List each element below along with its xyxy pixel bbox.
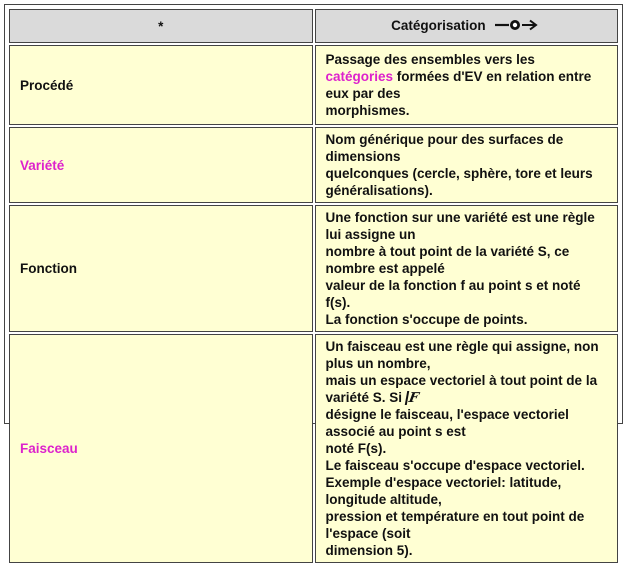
row-variete — [9, 127, 618, 203]
categorisation-table-frame — [4, 4, 623, 558]
definition-line: désigne le faisceau, l'espace vectoriel associé au point s est — [325, 407, 569, 439]
term-cell — [9, 45, 313, 125]
definition-line: Exemple d'espace vectoriel: latitude, longitude altitude, — [325, 475, 562, 507]
definition-line: nombre à tout point de la variété S, ce nombre est appelé — [325, 244, 570, 276]
header-title-cell — [315, 9, 619, 43]
script-f-icon: F — [405, 391, 421, 405]
row-procede — [9, 45, 618, 125]
row-fonction — [9, 205, 618, 332]
definition-cell — [315, 45, 619, 125]
definition-line: dimension 5). — [325, 543, 413, 558]
term-label: Faisceau — [20, 441, 78, 456]
header-title: Catégorisation — [391, 18, 486, 34]
definition-line: Le faisceau s'occupe d'espace vectoriel. — [325, 458, 585, 473]
header-star-cell — [9, 9, 313, 43]
definition-line: morphismes. — [325, 103, 410, 118]
definition-line — [326, 68, 610, 102]
term-cell — [9, 205, 313, 332]
row-faisceau — [9, 334, 618, 563]
header-star: * — [158, 18, 164, 34]
definition-text: mais un espace vectoriel à tout point de la variété S. Si — [325, 373, 598, 405]
definition-cell — [315, 127, 619, 203]
term-cell — [9, 127, 313, 203]
definition-line: Une fonction sur une variété est une règle lui assigne un — [325, 210, 595, 242]
header-row — [9, 9, 618, 43]
term-label: Procédé — [20, 77, 74, 93]
definition-cell — [315, 334, 619, 563]
definition-cell — [315, 205, 619, 332]
definition-line: La fonction s'occupe de points. — [325, 312, 528, 327]
highlight-term: catégories — [325, 69, 394, 84]
definition-line: quelconques (cercle, sphère, tore et leurs généralisations). — [325, 166, 593, 198]
definition-text: formées d'EV en relation entre eux par des — [325, 69, 592, 101]
definition-line: Nom générique pour des surfaces de dimensions — [325, 132, 564, 164]
definition-line: Un faisceau est une règle qui assigne, non plus un nombre, — [325, 339, 599, 371]
definition-line: valeur de la fonction f au point s et noté f(s). — [325, 278, 581, 310]
definition-line: Passage des ensembles vers les — [325, 52, 535, 67]
definition-line: noté F(s). — [325, 441, 387, 456]
definition-line — [326, 372, 610, 406]
definition-line: pression et température en tout point de l'espace (soit — [325, 509, 585, 541]
line-dot-arrow-icon — [495, 19, 541, 34]
term-label: Fonction — [20, 261, 77, 276]
term-label: Variété — [20, 157, 65, 173]
term-cell — [9, 334, 313, 563]
categorisation-table — [7, 7, 620, 565]
